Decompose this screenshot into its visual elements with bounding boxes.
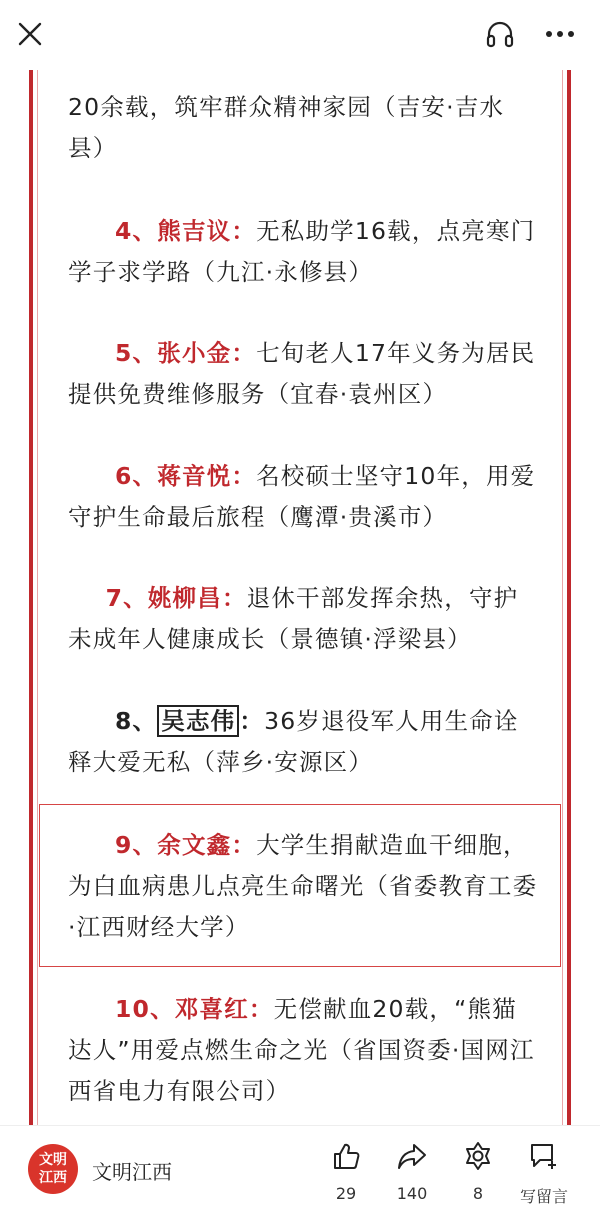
article-frame-right-inner (562, 0, 563, 1125)
entry-name: 10、邓喜红： (115, 995, 274, 1023)
entry-8: 8、 吴志伟 ：36岁退役军人用生命诠释大爱无私（萍乡·安源区） (68, 707, 519, 776)
entry-10 (68, 989, 538, 1112)
like-button[interactable] (316, 1140, 376, 1203)
entry-7 (68, 578, 538, 660)
entry-5 (68, 333, 538, 415)
listen-button[interactable] (478, 12, 522, 56)
comment-label: 写留言 (519, 1187, 568, 1206)
article-frame-right (567, 0, 571, 1125)
entry-name: 6、蒋音悦： (115, 462, 257, 490)
share-button[interactable] (382, 1140, 442, 1203)
thumbs-up-icon (331, 1141, 361, 1171)
favorite-icon (462, 1140, 494, 1172)
entry-name: 9、余文鑫： (115, 831, 257, 859)
account-logo[interactable]: 文明江西 (28, 1144, 78, 1194)
account-name[interactable]: 文明江西 (92, 1160, 172, 1184)
headphones-icon (485, 20, 515, 48)
article-frame-left-inner (37, 0, 38, 1125)
more-button[interactable] (538, 12, 582, 56)
article-frame-left (29, 0, 33, 1125)
entry-name: 7、姚柳昌： (105, 584, 247, 612)
entry-text: 名校硕士坚守10年，用爱守护生命最后旅程（鹰潭·贵溪市） (68, 462, 536, 531)
highlighted-name: 吴志伟 (157, 705, 239, 737)
entry-name: 5、张小金： (115, 339, 257, 367)
favorite-count: 8 (472, 1184, 484, 1203)
entry-text: 退休干部发挥余热，守护未成年人健康成长（景德镇·浮梁县） (68, 584, 519, 653)
like-count: 29 (335, 1184, 357, 1203)
entry-text: 大学生捐献造血干细胞，为白血病患儿点亮生命曙光（省委教育工委·江西财经大学） (68, 831, 538, 941)
top-bar (0, 0, 600, 70)
comment-button[interactable] (514, 1140, 574, 1207)
entry-4 (68, 211, 538, 293)
entry-text: 七旬老人17年义务为居民提供免费维修服务（宜春·袁州区） (68, 339, 536, 408)
entry-9 (68, 825, 538, 948)
entry-text: 无私助学16载，点亮寒门学子求学路（九江·永修县） (68, 217, 536, 286)
bottom-bar (0, 1125, 600, 1211)
entry-name: 4、熊吉议： (115, 217, 257, 245)
entry-6 (68, 456, 538, 538)
share-count: 140 (396, 1184, 428, 1203)
more-icon (545, 30, 575, 38)
entry-text: 36岁退役军人用生命诠释大爱无私（萍乡·安源区） (68, 707, 519, 776)
close-button[interactable] (8, 12, 52, 56)
entry-text: 无偿献血20载，“熊猫达人”用爱点燃生命之光（省国资委·国网江西省电力有限公司） (68, 995, 535, 1105)
share-icon (396, 1141, 428, 1171)
entry-3: 20余载，筑牢群众精神家园（吉安·吉水县） (68, 93, 505, 162)
comment-icon (528, 1141, 560, 1171)
favorite-button[interactable] (448, 1140, 508, 1203)
close-icon (17, 21, 43, 47)
